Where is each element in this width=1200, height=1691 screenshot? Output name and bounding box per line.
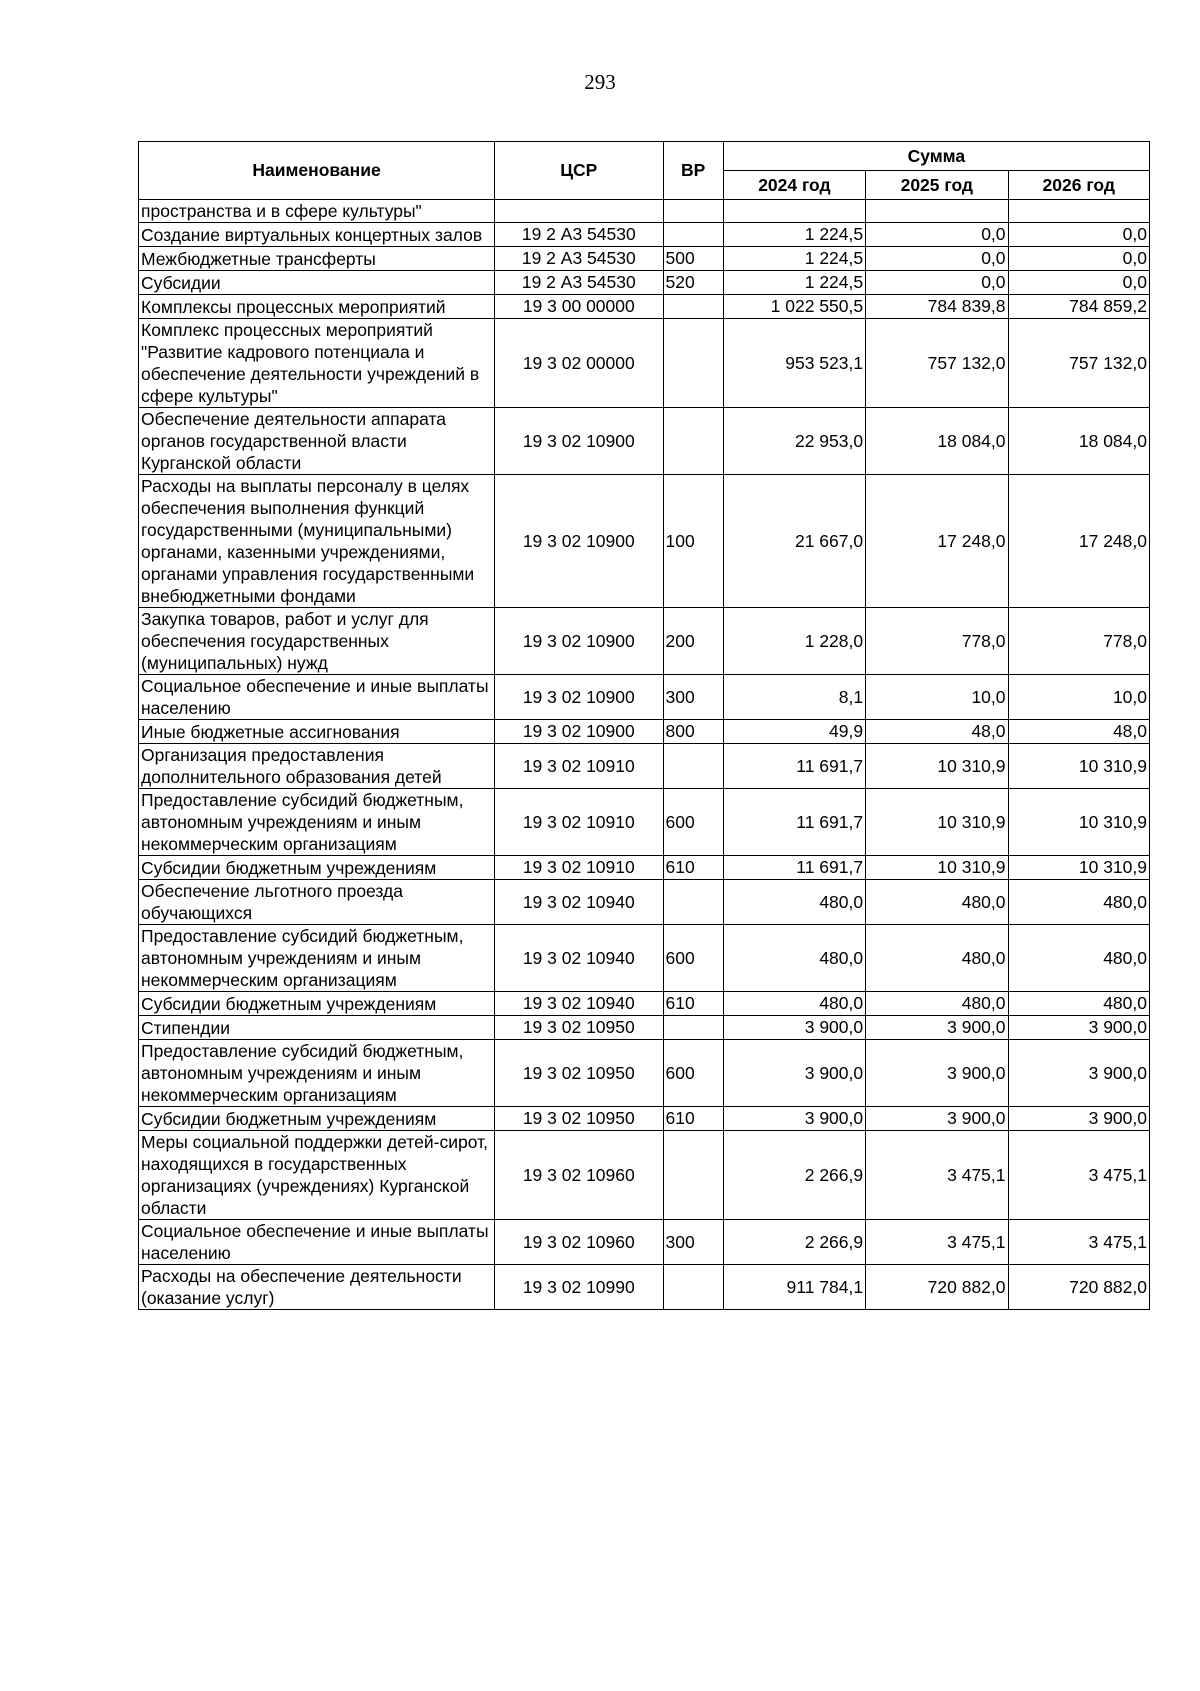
row-name: Предоставление субсидий бюджетным, автономным учреждениям и иным некоммерческим организациям	[139, 1040, 495, 1107]
row-amount-2026: 0,0	[1008, 271, 1149, 295]
row-amount-2025: 480,0	[866, 880, 1008, 925]
row-name: Расходы на выплаты персоналу в целях обеспечения выполнения функций государственными (муниципальными) органами, казенными учреждениями, органами управления государственными внебюджетными фондами	[139, 475, 495, 608]
table-row	[139, 1040, 1150, 1107]
row-vr	[663, 1265, 723, 1310]
row-vr	[663, 1131, 723, 1220]
row-amount-2026: 757 132,0	[1008, 319, 1149, 408]
table-row	[139, 200, 1150, 223]
row-name: Предоставление субсидий бюджетным, автономным учреждениям и иным некоммерческим организациям	[139, 925, 495, 992]
row-name: Комплексы процессных мероприятий	[139, 295, 495, 319]
row-name: Меры социальной поддержки детей-сирот, находящихся в государственных организациях (учреждениях) Курганской области	[139, 1131, 495, 1220]
row-csr: 19 3 02 10940	[495, 992, 663, 1016]
row-amount-2024: 2 266,9	[723, 1131, 865, 1220]
row-vr: 600	[663, 1040, 723, 1107]
table-row	[139, 856, 1150, 880]
table-row	[139, 271, 1150, 295]
row-vr: 600	[663, 789, 723, 856]
row-vr: 300	[663, 675, 723, 720]
row-vr: 500	[663, 247, 723, 271]
row-amount-2026: 3 475,1	[1008, 1220, 1149, 1265]
row-name: Социальное обеспечение и иные выплаты населению	[139, 675, 495, 720]
row-name: Комплекс процессных мероприятий "Развитие кадрового потенциала и обеспечение деятельности учреждений в сфере культуры"	[139, 319, 495, 408]
row-name: Межбюджетные трансферты	[139, 247, 495, 271]
row-name: Стипендии	[139, 1016, 495, 1040]
row-amount-2025: 3 475,1	[866, 1220, 1008, 1265]
table-body	[139, 200, 1150, 1310]
row-vr	[663, 200, 723, 223]
row-amount-2025: 10,0	[866, 675, 1008, 720]
row-amount-2025: 480,0	[866, 992, 1008, 1016]
row-name: Предоставление субсидий бюджетным, автономным учреждениям и иным некоммерческим организациям	[139, 789, 495, 856]
row-amount-2025: 0,0	[866, 271, 1008, 295]
row-amount-2024: 1 224,5	[723, 271, 865, 295]
row-amount-2026: 10 310,9	[1008, 789, 1149, 856]
row-csr: 19 3 02 10910	[495, 744, 663, 789]
row-amount-2024: 480,0	[723, 925, 865, 992]
row-csr: 19 3 02 10990	[495, 1265, 663, 1310]
row-amount-2025: 48,0	[866, 720, 1008, 744]
row-name: Организация предоставления дополнительного образования детей	[139, 744, 495, 789]
row-vr: 100	[663, 475, 723, 608]
row-vr: 600	[663, 925, 723, 992]
row-csr: 19 2 А3 54530	[495, 223, 663, 247]
row-amount-2024	[723, 200, 865, 223]
row-vr	[663, 1016, 723, 1040]
row-csr: 19 3 02 10960	[495, 1131, 663, 1220]
row-amount-2024: 480,0	[723, 880, 865, 925]
row-name: Субсидии бюджетным учреждениям	[139, 856, 495, 880]
table-header	[139, 142, 1150, 200]
row-amount-2024: 1 224,5	[723, 247, 865, 271]
row-amount-2026: 17 248,0	[1008, 475, 1149, 608]
header-vr: ВР	[663, 142, 723, 200]
row-csr: 19 3 02 10900	[495, 720, 663, 744]
row-amount-2026: 10 310,9	[1008, 744, 1149, 789]
row-amount-2024: 11 691,7	[723, 744, 865, 789]
table-row	[139, 675, 1150, 720]
table-row	[139, 1220, 1150, 1265]
row-csr: 19 3 02 10940	[495, 925, 663, 992]
row-csr: 19 3 02 10940	[495, 880, 663, 925]
row-amount-2024: 1 022 550,5	[723, 295, 865, 319]
table-row	[139, 475, 1150, 608]
table-row	[139, 880, 1150, 925]
row-amount-2026: 18 084,0	[1008, 408, 1149, 475]
row-amount-2024: 1 224,5	[723, 223, 865, 247]
row-amount-2024: 911 784,1	[723, 1265, 865, 1310]
row-amount-2025: 480,0	[866, 925, 1008, 992]
row-csr: 19 3 00 00000	[495, 295, 663, 319]
row-amount-2024: 49,9	[723, 720, 865, 744]
table-row	[139, 408, 1150, 475]
row-amount-2024: 1 228,0	[723, 608, 865, 675]
row-vr	[663, 295, 723, 319]
row-amount-2026: 720 882,0	[1008, 1265, 1149, 1310]
row-amount-2026: 3 475,1	[1008, 1131, 1149, 1220]
row-vr	[663, 408, 723, 475]
row-vr: 800	[663, 720, 723, 744]
table-row	[139, 1131, 1150, 1220]
row-amount-2025: 0,0	[866, 247, 1008, 271]
row-amount-2025: 3 900,0	[866, 1040, 1008, 1107]
row-name: Иные бюджетные ассигнования	[139, 720, 495, 744]
row-vr: 610	[663, 1107, 723, 1131]
table-row	[139, 608, 1150, 675]
row-amount-2026: 10 310,9	[1008, 856, 1149, 880]
row-name: Обеспечение льготного проезда обучающихся	[139, 880, 495, 925]
header-name: Наименование	[139, 142, 495, 200]
budget-table	[138, 141, 1150, 1310]
table-row	[139, 223, 1150, 247]
table-row	[139, 925, 1150, 992]
table-row	[139, 789, 1150, 856]
row-vr: 300	[663, 1220, 723, 1265]
row-amount-2025	[866, 200, 1008, 223]
row-name: Обеспечение деятельности аппарата органов государственной власти Курганской области	[139, 408, 495, 475]
table-row	[139, 992, 1150, 1016]
row-amount-2025: 10 310,9	[866, 856, 1008, 880]
row-csr: 19 3 02 10900	[495, 475, 663, 608]
row-amount-2026: 784 859,2	[1008, 295, 1149, 319]
row-amount-2024: 8,1	[723, 675, 865, 720]
row-csr: 19 3 02 10900	[495, 675, 663, 720]
row-amount-2026: 10,0	[1008, 675, 1149, 720]
row-amount-2025: 720 882,0	[866, 1265, 1008, 1310]
row-amount-2026: 0,0	[1008, 247, 1149, 271]
row-amount-2026: 48,0	[1008, 720, 1149, 744]
table-row	[139, 744, 1150, 789]
row-amount-2024: 3 900,0	[723, 1016, 865, 1040]
row-amount-2025: 3 900,0	[866, 1107, 1008, 1131]
row-amount-2025: 3 900,0	[866, 1016, 1008, 1040]
row-amount-2026	[1008, 200, 1149, 223]
row-csr: 19 3 02 10900	[495, 608, 663, 675]
row-amount-2024: 3 900,0	[723, 1107, 865, 1131]
row-csr: 19 2 А3 54530	[495, 247, 663, 271]
row-amount-2026: 3 900,0	[1008, 1107, 1149, 1131]
row-amount-2024: 953 523,1	[723, 319, 865, 408]
row-csr: 19 3 02 10960	[495, 1220, 663, 1265]
row-csr: 19 3 02 10950	[495, 1107, 663, 1131]
row-amount-2026: 3 900,0	[1008, 1016, 1149, 1040]
table-row	[139, 247, 1150, 271]
row-amount-2025: 0,0	[866, 223, 1008, 247]
row-vr	[663, 744, 723, 789]
header-year-2026: 2026 год	[1008, 171, 1149, 200]
row-amount-2024: 22 953,0	[723, 408, 865, 475]
row-amount-2025: 17 248,0	[866, 475, 1008, 608]
row-csr: 19 3 02 10950	[495, 1040, 663, 1107]
row-amount-2026: 480,0	[1008, 992, 1149, 1016]
row-amount-2026: 0,0	[1008, 223, 1149, 247]
row-name: Субсидии бюджетным учреждениям	[139, 1107, 495, 1131]
page-number: 293	[584, 70, 616, 94]
header-year-2024: 2024 год	[723, 171, 865, 200]
row-amount-2025: 10 310,9	[866, 744, 1008, 789]
row-amount-2026: 778,0	[1008, 608, 1149, 675]
row-name: Закупка товаров, работ и услуг для обеспечения государственных (муниципальных) нужд	[139, 608, 495, 675]
row-amount-2025: 10 310,9	[866, 789, 1008, 856]
row-amount-2024: 2 266,9	[723, 1220, 865, 1265]
row-amount-2024: 3 900,0	[723, 1040, 865, 1107]
row-csr	[495, 200, 663, 223]
table-row	[139, 1265, 1150, 1310]
row-amount-2024: 21 667,0	[723, 475, 865, 608]
row-amount-2025: 18 084,0	[866, 408, 1008, 475]
row-amount-2025: 3 475,1	[866, 1131, 1008, 1220]
row-name: пространства и в сфере культуры"	[139, 200, 495, 223]
row-vr: 200	[663, 608, 723, 675]
row-name: Социальное обеспечение и иные выплаты населению	[139, 1220, 495, 1265]
row-amount-2024: 480,0	[723, 992, 865, 1016]
row-vr: 520	[663, 271, 723, 295]
row-name: Создание виртуальных концертных залов	[139, 223, 495, 247]
row-vr	[663, 319, 723, 408]
row-csr: 19 3 02 10910	[495, 856, 663, 880]
table-row	[139, 295, 1150, 319]
row-name: Субсидии	[139, 271, 495, 295]
row-csr: 19 3 02 10950	[495, 1016, 663, 1040]
header-year-2025: 2025 год	[866, 171, 1008, 200]
row-amount-2026: 3 900,0	[1008, 1040, 1149, 1107]
row-csr: 19 3 02 10910	[495, 789, 663, 856]
row-vr	[663, 880, 723, 925]
table-row	[139, 1016, 1150, 1040]
row-amount-2024: 11 691,7	[723, 789, 865, 856]
row-amount-2026: 480,0	[1008, 925, 1149, 992]
row-amount-2025: 778,0	[866, 608, 1008, 675]
row-amount-2024: 11 691,7	[723, 856, 865, 880]
row-vr: 610	[663, 856, 723, 880]
row-csr: 19 3 02 00000	[495, 319, 663, 408]
row-csr: 19 2 А3 54530	[495, 271, 663, 295]
header-csr: ЦСР	[495, 142, 663, 200]
table-row	[139, 720, 1150, 744]
table-row	[139, 1107, 1150, 1131]
row-vr: 610	[663, 992, 723, 1016]
row-amount-2025: 784 839,8	[866, 295, 1008, 319]
row-amount-2025: 757 132,0	[866, 319, 1008, 408]
row-name: Субсидии бюджетным учреждениям	[139, 992, 495, 1016]
header-sum: Сумма	[723, 142, 1149, 171]
table-row	[139, 319, 1150, 408]
row-csr: 19 3 02 10900	[495, 408, 663, 475]
row-amount-2026: 480,0	[1008, 880, 1149, 925]
row-name: Расходы на обеспечение деятельности (оказание услуг)	[139, 1265, 495, 1310]
row-vr	[663, 223, 723, 247]
